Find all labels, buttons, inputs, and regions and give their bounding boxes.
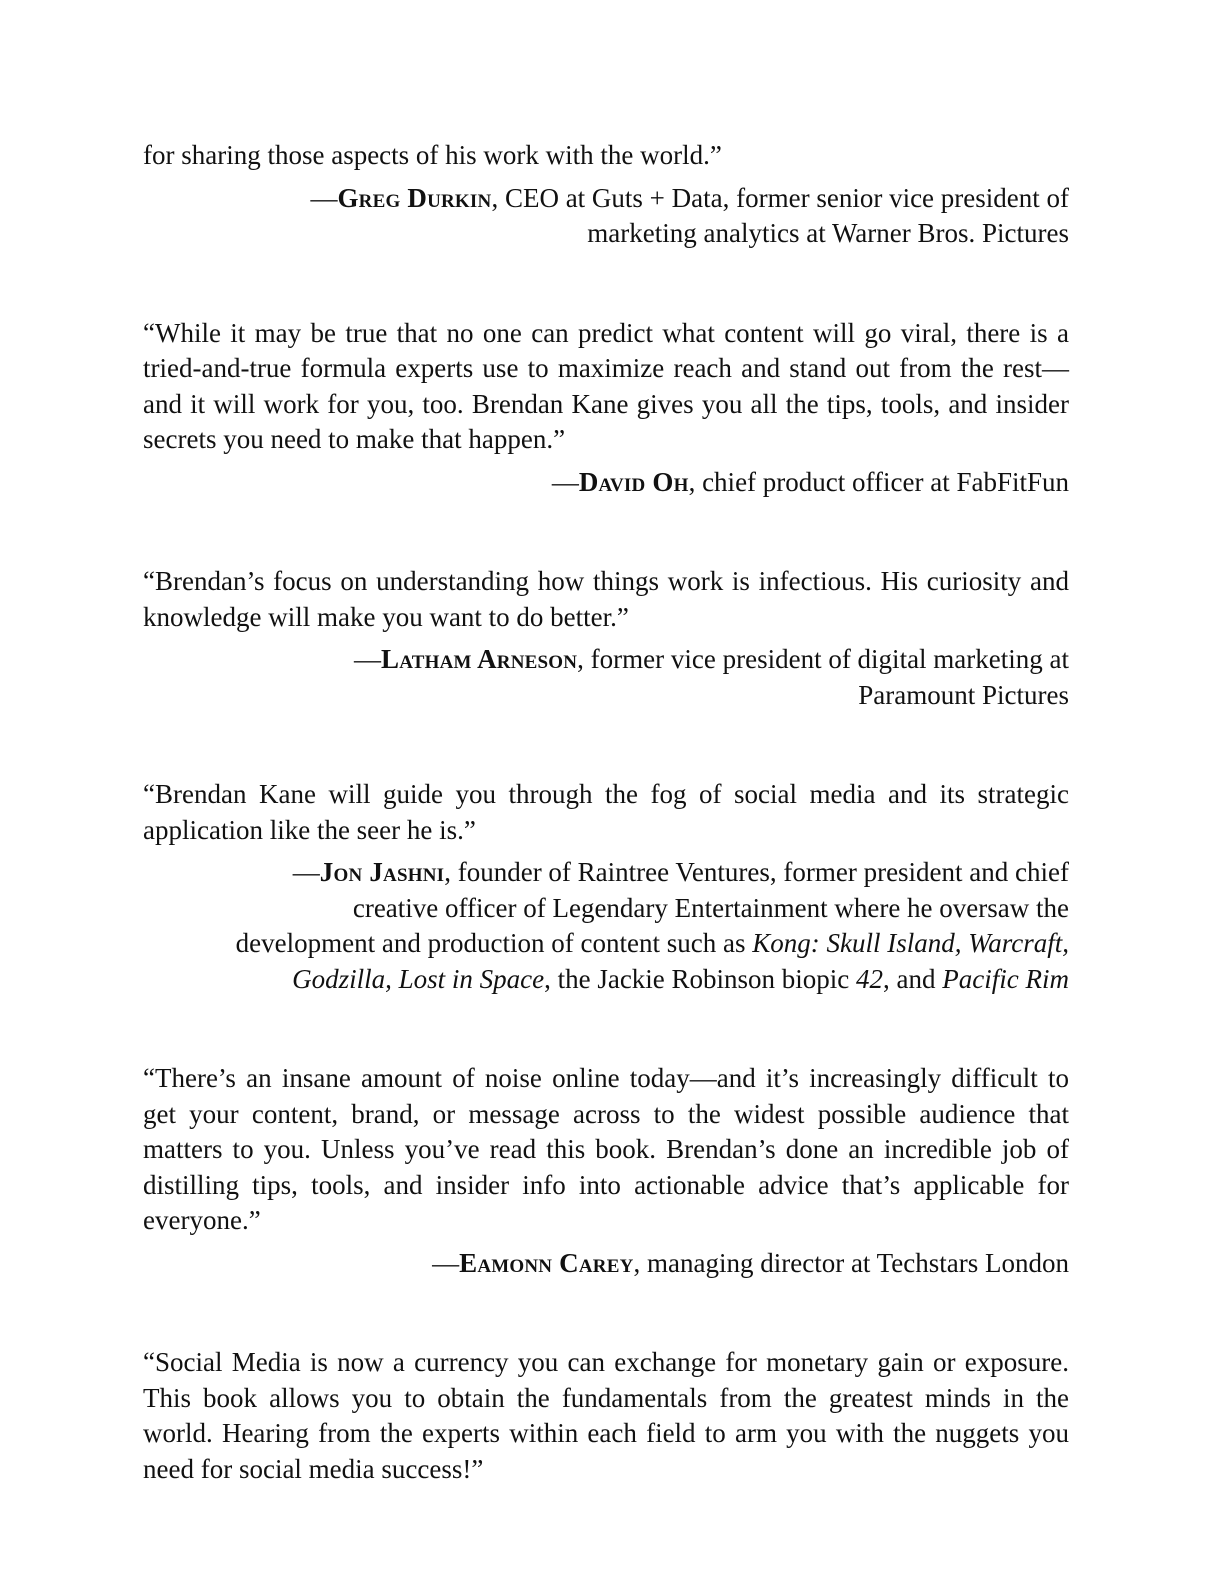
author-role-line3: development and production of content such as xyxy=(235,928,753,958)
author-role-line1: , CEO at Guts + Data, former senior vice president of xyxy=(491,182,1069,213)
testimonial-jon-jashni xyxy=(143,777,1069,997)
spacer xyxy=(143,997,1069,1061)
author-role-line2: creative officer of Legendary Entertainment where he oversaw the xyxy=(352,892,1069,923)
spacer xyxy=(143,500,1069,564)
author-name: Jon Jashni xyxy=(319,857,445,887)
testimonial-attribution xyxy=(143,181,1069,252)
work-title: Kong: Skull Island, Warcraft, xyxy=(752,928,1069,958)
author-role-line1: , founder of Raintree Ventures, former president and chief xyxy=(444,857,1069,887)
testimonial-quote: “There’s an insane amount of noise online today—and it’s increasingly difficult to get your content, brand, or message across to the widest possible audience that matters to you. Unless you’ve read this book. Brendan’s done an incredible job of distilling tips, tools, and insider info into actionable advice that’s applicable for everyone.” xyxy=(143,1063,1069,1235)
spacer xyxy=(143,1281,1069,1345)
testimonial-quote: “While it may be true that no one can predict what content will go viral, there is a tried-and-true formula experts use to maximize reach and stand out from the rest—and it will work for you, too. Brendan Kane gives you all the tips, tools, and insider secrets you need to make that happen.” xyxy=(143,317,1069,454)
author-role: , managing director at Techstars London xyxy=(633,1247,1069,1278)
spacer xyxy=(143,713,1069,777)
em-dash: — xyxy=(292,857,320,887)
testimonial-attribution xyxy=(143,465,1069,501)
author-name: Latham Arneson xyxy=(381,644,578,674)
spacer xyxy=(143,252,1069,316)
author-name: Eamonn Carey xyxy=(459,1247,634,1278)
testimonial-quote: “Social Media is now a currency you can exchange for monetary gain or exposure. This book allows you to obtain the fundamentals from the greatest minds in the world. Hearing from the experts within each field to arm you with the nuggets you need for social media success!” xyxy=(143,1347,1069,1484)
book-page xyxy=(143,138,1069,1487)
author-role-line4: , the Jackie Robinson biopic xyxy=(544,963,857,994)
work-title: 42 xyxy=(856,963,884,994)
testimonial-quote: “Brendan Kane will guide you through the fog of social media and its strategic application like the seer he is.” xyxy=(143,779,1069,845)
em-dash: — xyxy=(310,182,338,213)
testimonial-attribution xyxy=(143,642,1069,713)
testimonial-eamonn-carey xyxy=(143,1061,1069,1281)
author-name: Greg Durkin xyxy=(337,182,492,213)
testimonial-greg-durkin xyxy=(143,138,1069,252)
testimonial-latham-arneson xyxy=(143,564,1069,713)
testimonial-attribution xyxy=(143,855,1069,997)
author-role-line1: , former vice president of digital marketing at xyxy=(577,644,1069,674)
testimonial-quote: “Brendan’s focus on understanding how things work is infectious. His curiosity and knowledge will make you want to do better.” xyxy=(143,566,1069,632)
em-dash: — xyxy=(432,1247,460,1278)
author-name: David Oh xyxy=(578,466,689,497)
testimonial-attribution xyxy=(143,1246,1069,1282)
testimonial-quote: for sharing those aspects of his work with the world.” xyxy=(143,140,722,170)
em-dash: — xyxy=(354,644,381,674)
testimonial-social-media xyxy=(143,1345,1069,1487)
author-role: , chief product officer at FabFitFun xyxy=(688,466,1069,497)
author-role-line2: Paramount Pictures xyxy=(858,679,1069,710)
em-dash: — xyxy=(551,466,579,497)
testimonial-david-oh xyxy=(143,316,1069,501)
author-role-line2: marketing analytics at Warner Bros. Pictures xyxy=(587,218,1069,248)
work-title: Godzilla, Lost in Space xyxy=(292,963,545,994)
author-role-line4-cont: , and xyxy=(883,963,943,994)
work-title: Pacific Rim xyxy=(942,963,1069,994)
